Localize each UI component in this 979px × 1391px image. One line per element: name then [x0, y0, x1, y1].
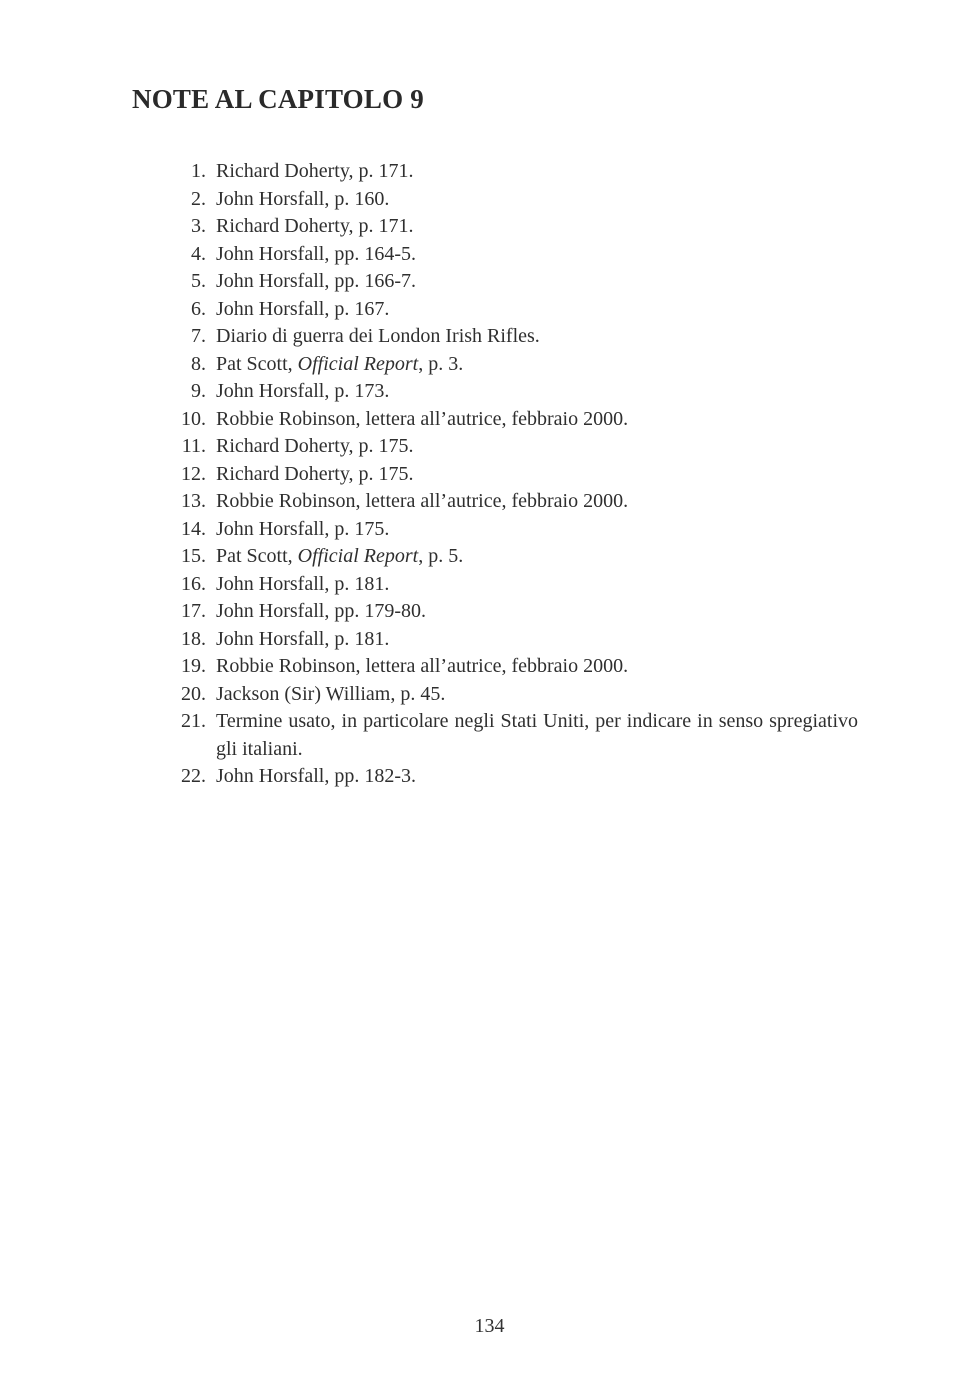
- note-item: [158, 433, 858, 461]
- note-text-segment: Jackson (Sir) William, p. 45.: [216, 682, 446, 705]
- note-text-segment: John Horsfall, p. 181.: [216, 572, 390, 595]
- note-item: [158, 681, 858, 709]
- note-item: [158, 653, 858, 681]
- note-text: [206, 681, 858, 709]
- note-number: 16.: [181, 572, 206, 595]
- note-item: [158, 708, 858, 763]
- note-number: 9.: [191, 380, 206, 402]
- note-number: 18.: [181, 627, 206, 650]
- note-text-segment: John Horsfall, pp. 182-3.: [216, 765, 416, 787]
- note-text: [206, 461, 858, 489]
- note-item: [158, 763, 858, 791]
- note-number: 10.: [181, 407, 206, 430]
- note-number: 14.: [181, 517, 206, 540]
- note-text: [206, 406, 858, 434]
- note-text-segment: Robbie Robinson, lettera all’autrice, febbraio 2000.: [216, 407, 629, 430]
- note-item: [158, 351, 858, 379]
- note-item: [158, 571, 858, 599]
- chapter-title: NOTE AL CAPITOLO 9: [132, 84, 424, 114]
- note-text: [206, 571, 858, 599]
- page-number: 134: [474, 1315, 505, 1337]
- note-item: [158, 158, 858, 186]
- note-number: 8.: [191, 352, 206, 375]
- note-item: [158, 598, 858, 626]
- note-text-segment: , p. 5.: [418, 545, 464, 567]
- note-text-segment: Robbie Robinson, lettera all’autrice, febbraio 2000.: [216, 490, 629, 512]
- note-text: [206, 653, 858, 681]
- note-item: [158, 406, 858, 434]
- note-number: 22.: [181, 765, 206, 787]
- note-text-segment: Robbie Robinson, lettera all’autrice, febbraio 2000.: [216, 655, 629, 677]
- note-number: 20.: [181, 682, 206, 705]
- note-text: [206, 543, 858, 571]
- note-text-segment: John Horsfall, p. 167.: [216, 297, 390, 320]
- note-number: 5.: [191, 270, 206, 292]
- note-number: 4.: [191, 242, 206, 265]
- note-text-segment: John Horsfall, p. 173.: [216, 380, 390, 402]
- note-text: [206, 351, 858, 379]
- note-text-segment: Richard Doherty, p. 175.: [216, 435, 414, 457]
- note-item: [158, 268, 858, 296]
- note-item: [158, 543, 858, 571]
- note-text-segment: John Horsfall, pp. 164-5.: [216, 242, 416, 265]
- note-item: [158, 626, 858, 654]
- note-number: 7.: [191, 325, 206, 347]
- note-text: [206, 763, 858, 791]
- note-text: [206, 598, 858, 626]
- note-text: [206, 516, 858, 544]
- note-text: [206, 296, 858, 324]
- note-number: 13.: [181, 490, 206, 512]
- note-text: [206, 708, 858, 763]
- note-text: [206, 158, 858, 186]
- note-item: [158, 323, 858, 351]
- note-text: [206, 626, 858, 654]
- notes-list: [158, 158, 858, 791]
- note-item: [158, 241, 858, 269]
- note-number: 21.: [181, 710, 206, 732]
- note-number: 12.: [181, 462, 206, 485]
- note-text: [206, 241, 858, 269]
- note-text-segment: Richard Doherty, p. 171.: [216, 215, 414, 237]
- note-item: [158, 516, 858, 544]
- note-text-segment: Pat Scott,: [216, 352, 298, 375]
- note-text-segment: Pat Scott,: [216, 545, 298, 567]
- note-text-segment: John Horsfall, p. 160.: [216, 187, 390, 210]
- note-item: [158, 488, 858, 516]
- note-text-segment: Richard Doherty, p. 175.: [216, 462, 414, 485]
- note-text: [206, 213, 858, 241]
- note-text-segment: John Horsfall, pp. 166-7.: [216, 270, 416, 292]
- note-item: [158, 461, 858, 489]
- note-item: [158, 186, 858, 214]
- note-number: 19.: [181, 655, 206, 677]
- note-text: [206, 433, 858, 461]
- note-text-segment: John Horsfall, pp. 179-80.: [216, 600, 426, 622]
- note-text: [206, 323, 858, 351]
- note-text: [206, 186, 858, 214]
- note-text-segment: Diario di guerra dei London Irish Rifles.: [216, 325, 540, 347]
- note-text: [206, 268, 858, 296]
- note-number: 17.: [181, 600, 206, 622]
- note-item: [158, 213, 858, 241]
- note-number: 11.: [181, 435, 206, 457]
- note-number: 1.: [191, 160, 206, 182]
- note-number: 15.: [181, 545, 206, 567]
- note-italic-title: Official Report: [297, 352, 419, 375]
- note-text-segment: John Horsfall, p. 175.: [216, 517, 390, 540]
- note-text-segment: , p. 3.: [418, 352, 464, 375]
- note-text-segment: Richard Doherty, p. 171.: [216, 160, 414, 182]
- note-item: [158, 296, 858, 324]
- note-text: [206, 488, 858, 516]
- note-number: 2.: [191, 187, 206, 210]
- note-number: 3.: [191, 215, 206, 237]
- note-text-segment: Termine usato, in particolare negli Stati Uniti, per indicare in senso spregiativo gli italiani.: [216, 710, 858, 760]
- note-italic-title: Official Report: [297, 545, 419, 567]
- note-text: [206, 378, 858, 406]
- note-number: 6.: [191, 297, 206, 320]
- note-item: [158, 378, 858, 406]
- note-text-segment: John Horsfall, p. 181.: [216, 627, 390, 650]
